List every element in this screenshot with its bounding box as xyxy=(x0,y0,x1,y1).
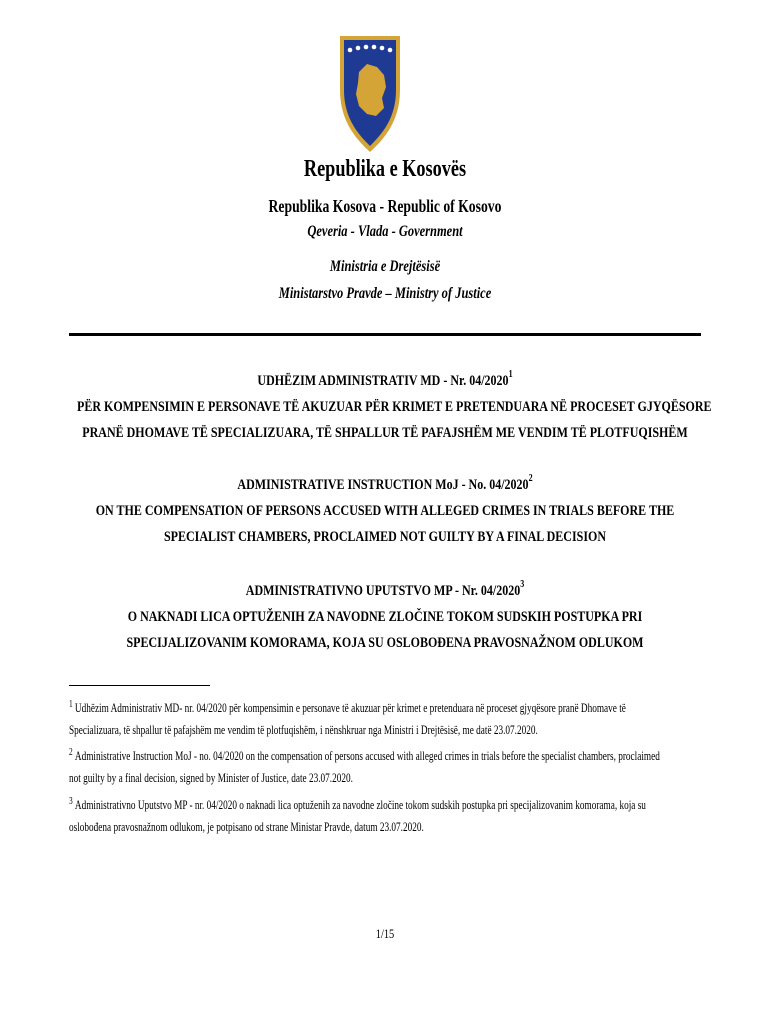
instruction-block-sq xyxy=(0,368,770,446)
footnote-ref[interactable]: 1 xyxy=(508,369,513,380)
instruction-title-line: O NAKNADI LICA OPTUŽENIH ZA NAVODNE ZLOČINE TOKOM SUDSKIH POSTUPKA PRI xyxy=(127,609,643,625)
header-divider xyxy=(69,333,701,336)
instruction-title-line: ON THE COMPENSATION OF PERSONS ACCUSED WITH ALLEGED CRIMES IN TRIALS BEFORE THE xyxy=(95,503,675,519)
country-title: Republika e Kosovës xyxy=(303,156,467,182)
instruction-heading: ADMINISTRATIVNO UPUTSTVO MP - Nr. 04/2020$^3$ xyxy=(245,579,525,599)
government-line: Qeveria - Vlada - Government xyxy=(307,223,463,240)
page-number: 1/15 xyxy=(375,926,395,941)
footnote-divider xyxy=(69,685,210,686)
footnote-text: Administrativno Uputstvo MP - nr. 04/2020 o naknadi lica optuženih za navodne zločine tokom sudskih postupka pri specijalizovanim komorama, koja su xyxy=(74,798,646,812)
footnote-ref[interactable]: 3 xyxy=(520,579,525,590)
instruction-title-line: PËR KOMPENSIMIN E PERSONAVE TË AKUZUAR PËR KRIMET E PRETENDUARA NË PROCESET GJYQËSORE xyxy=(77,399,712,415)
country-subtitle: Republika Kosova - Republic of Kosovo xyxy=(268,196,502,216)
footnote-number: 2 xyxy=(69,746,73,758)
instruction-title-line: SPECIJALIZOVANIM KOMORAMA, KOJA SU OSLOBOĐENA PRAVOSNAŽNOM ODLUKOM xyxy=(126,635,644,651)
instruction-block-sr xyxy=(0,578,770,656)
kosovo-coat-of-arms-icon xyxy=(337,30,403,154)
footnote-text: Specializuara, të shpallur të pafajshëm me vendim të plotfuqishëm, i nënshkruar nga Ministri i Drejtësisë, me datë 23.07.2020. xyxy=(69,723,538,737)
footnote xyxy=(69,697,770,741)
footnote-text: Udhëzim Administrativ MD- nr. 04/2020 për kompensimin e personave të akuzuar për krimet e pretenduara në proceset gjyqësore pranë Dhomave të xyxy=(74,701,626,715)
instruction-title-line: SPECIALIST CHAMBERS, PROCLAIMED NOT GUILTY BY A FINAL DECISION xyxy=(164,529,606,545)
footnote-number: 1 xyxy=(69,698,73,710)
footnote-text: oslobođena pravosnažnom odlukom, je potpisano od strane Ministar Pravde, datum 23.07.2020. xyxy=(69,820,424,834)
instruction-title-line: PRANË DHOMAVE TË SPECIALIZUARA, TË SHPALLUR TË PAFAJSHËM ME VENDIM TË PLOTFUQISHËM xyxy=(82,425,688,441)
instruction-heading: UDHËZIM ADMINISTRATIV MD - Nr. 04/2020$^1$ xyxy=(257,369,513,389)
footnote-text: not guilty by a final decision, signed by Minister of Justice, date 23.07.2020. xyxy=(69,771,353,785)
footnote-ref[interactable]: 2 xyxy=(528,473,533,484)
footnote xyxy=(69,794,770,838)
footnote xyxy=(69,745,770,789)
ministry-line-sq: Ministria e Drejtësisë xyxy=(329,258,441,275)
instruction-block-en xyxy=(0,472,770,550)
instruction-heading: ADMINISTRATIVE INSTRUCTION MoJ - No. 04/2020$^2$ xyxy=(237,473,533,493)
footnote-text: Administrative Instruction MoJ - no. 04/2020 on the compensation of persons accused with alleged crimes in trials before the specialist chambers, proclaimed xyxy=(74,749,660,763)
footnote-number: 3 xyxy=(69,795,73,807)
ministry-line-sr-en: Ministarstvo Pravde – Ministry of Justice xyxy=(278,285,492,302)
